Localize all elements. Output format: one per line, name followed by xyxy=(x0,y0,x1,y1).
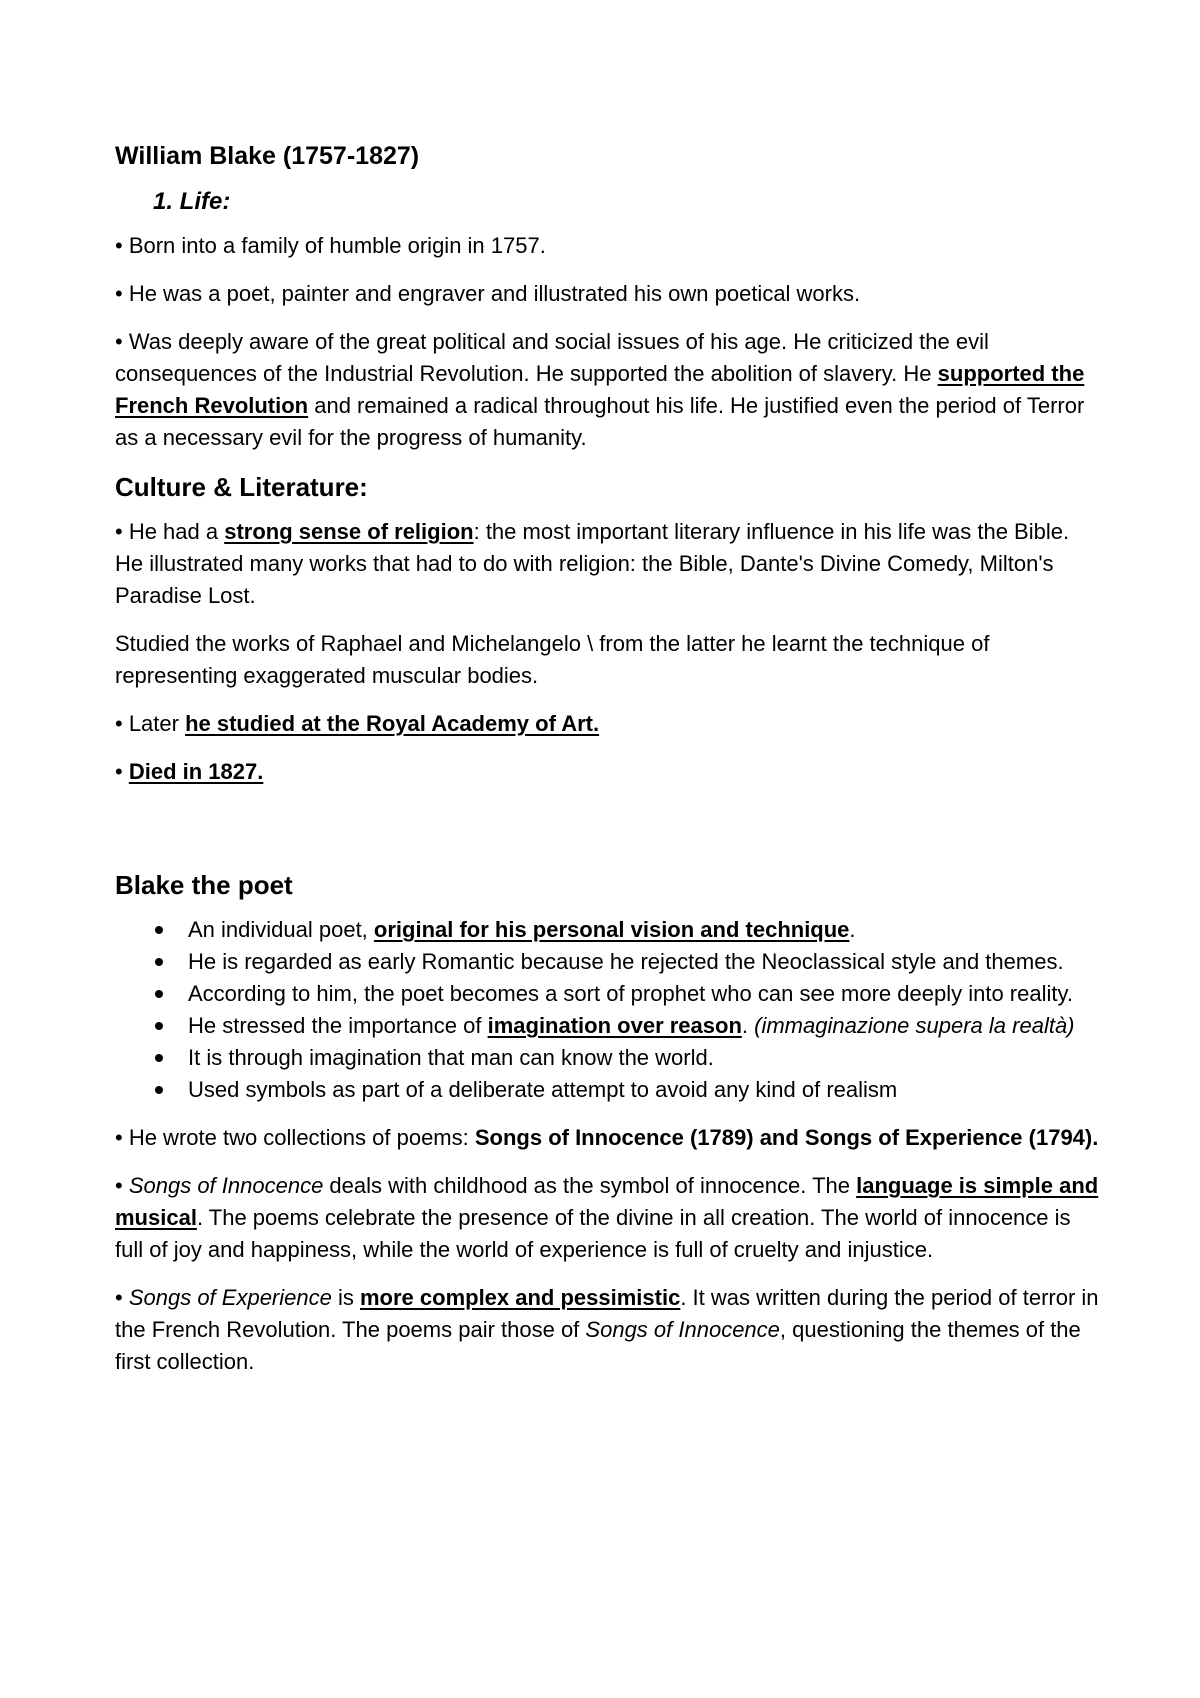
document-title: William Blake (1757-1827) xyxy=(115,142,420,170)
list-item: Used symbols as part of a deliberate attempt to avoid any kind of realism xyxy=(115,1074,1100,1106)
culture-paragraph-academy: • Later he studied at the Royal Academy of Art. xyxy=(115,711,600,736)
life-paragraph-birth: • Born into a family of humble origin in 1757. xyxy=(115,233,546,258)
document-page xyxy=(115,140,1100,1394)
life-paragraph-poet: • He was a poet, painter and engraver and illustrated his own poetical works. xyxy=(115,281,861,306)
vision-highlight: original for his personal vision and technique xyxy=(373,917,850,942)
poet-paragraph-innocence: • Songs of Innocence deals with childhood as the symbol of innocence. The language is simple and musical. The poems celebrate the presence of the divine in all creation. The world of innocence is full of joy and happiness, while the world of experience is full of cruelty and injustice. xyxy=(115,1173,1099,1262)
italian-note: (immaginazione supera la realtà) xyxy=(754,1013,1075,1038)
poet-bullet-list xyxy=(115,914,1100,1106)
academy-highlight: he studied at the Royal Academy of Art. xyxy=(185,711,600,736)
life-heading: 1. Life: xyxy=(153,188,231,215)
poet-paragraph-experience: • Songs of Experience is more complex and pessimistic. It was written during the period of terror in the French Revolution. The poems pair those of Songs of Innocence, questioning the themes of the first collection. xyxy=(115,1285,1099,1374)
life-paragraph-politics: • Was deeply aware of the great political and social issues of his age. He criticized the evil consequences of the Industrial Revolution. He supported the abolition of slavery. He supported the French Revolution and remained a radical throughout his life. He justified even the period of Terror as a necessary evil for the progress of humanity. xyxy=(115,329,1085,450)
poet-paragraph-collections: • He wrote two collections of poems: Songs of Innocence (1789) and Songs of Experience (1794). xyxy=(115,1125,1099,1150)
list-item: It is through imagination that man can know the world. xyxy=(115,1042,1100,1074)
list-item: According to him, the poet becomes a sort of prophet who can see more deeply into reality. xyxy=(115,978,1100,1010)
imagination-highlight: imagination over reason xyxy=(487,1013,742,1038)
death-highlight: Died in 1827. xyxy=(128,759,264,784)
language-highlight: language is simple and musical xyxy=(115,1173,1099,1230)
religion-highlight: strong sense of religion xyxy=(224,519,474,544)
pessimistic-highlight: more complex and pessimistic xyxy=(359,1285,681,1310)
collections-bold: Songs of Innocence (1789) and Songs of Experience (1794). xyxy=(474,1125,1099,1150)
culture-paragraph-death: • Died in 1827. xyxy=(115,759,264,784)
list-item: An individual poet, original for his personal vision and technique. xyxy=(115,914,1100,946)
list-item: He is regarded as early Romantic because he rejected the Neoclassical style and themes. xyxy=(115,946,1100,978)
culture-paragraph-religion: • He had a strong sense of religion: the most important literary influence in his life was the Bible. He illustrated many works that had to do with religion: the Bible, Dante's Divine Comedy, Milton's Paradise Lost. xyxy=(115,519,1070,608)
culture-paragraph-artists: Studied the works of Raphael and Michelangelo \ from the latter he learnt the technique of representing exaggerated muscular bodies. xyxy=(115,631,990,688)
french-revolution-highlight: supported the French Revolution xyxy=(115,361,1085,418)
culture-heading: Culture & Literature: xyxy=(115,472,368,502)
poet-heading: Blake the poet xyxy=(115,870,293,900)
list-item: He stressed the importance of imagination over reason. (immaginazione supera la realtà) xyxy=(115,1010,1100,1042)
